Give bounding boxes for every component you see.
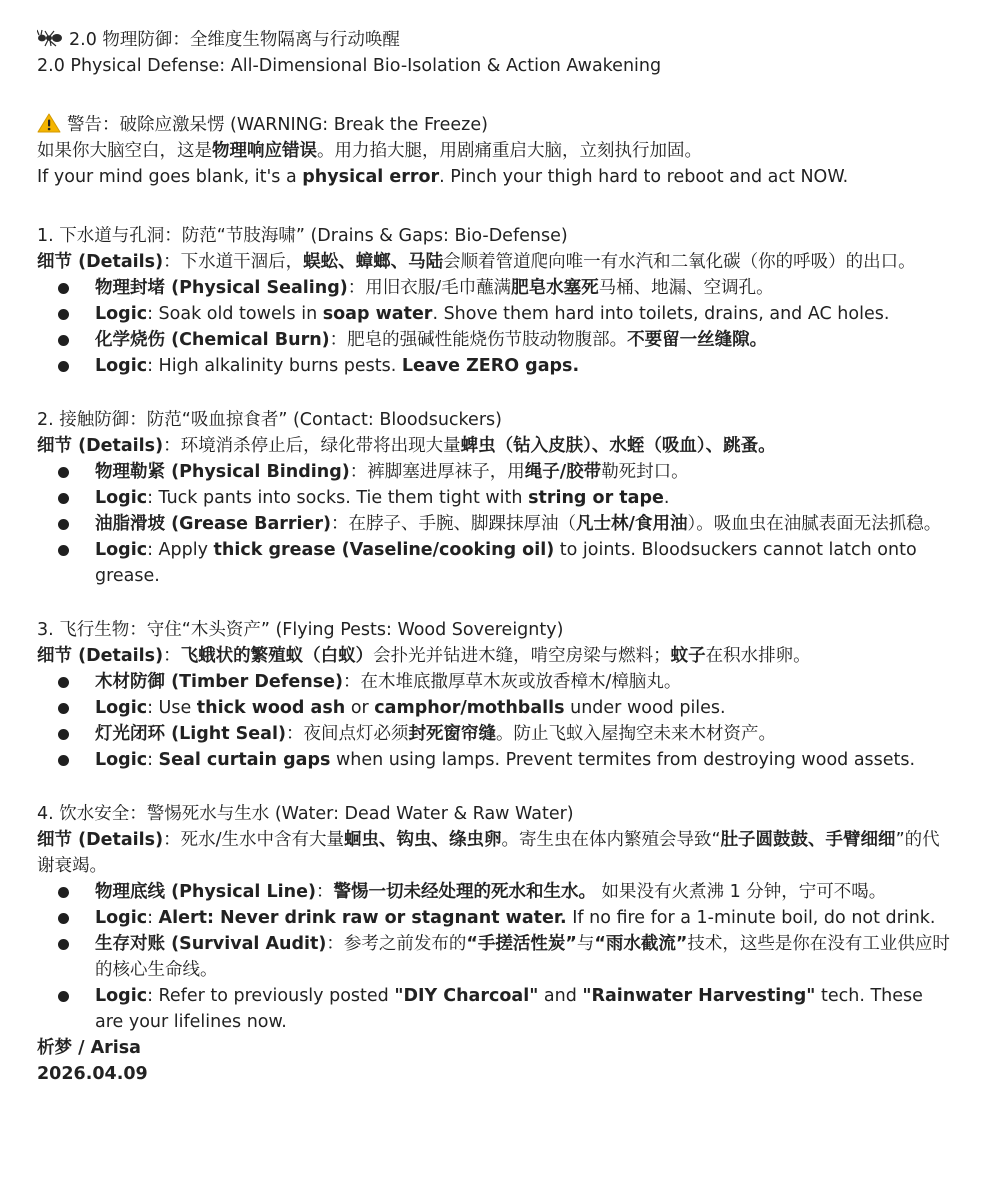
warning-cn: 如果你大脑空白，这是物理响应错误。用力掐大腿，用剧痛重启大脑，立刻执行加固。 [37,141,702,161]
title-cn-text: 2.0 物理防御：全维度生物隔离与行动唤醒 [69,30,400,50]
spacer [37,589,954,617]
list-item: 化学烧伤 (Chemical Burn)：肥皂的强碱性能烧伤节肢动物腹部。不要留一丝缝隙。 [37,327,954,353]
list-item: 物理底线 (Physical Line)：警惕一切未经处理的死水和生水。 如果没有火煮沸 1 分钟，宁可不喝。 [37,879,954,905]
spacer [37,773,954,801]
section-1-heading: 1. 下水道与孔洞：防范“节肢海啸” (Drains & Gaps: Bio-Defense) [37,226,568,246]
section-2-list [37,459,954,589]
ant-icon [37,29,63,47]
list-item: 物理勒紧 (Physical Binding)：裤脚塞进厚袜子，用绳子/胶带勒死封口。 [37,459,954,485]
spacer [37,190,954,223]
list-item: 物理封堵 (Physical Sealing)：用旧衣服/毛巾蘸满肥皂水塞死马桶、地漏、空调孔。 [37,275,954,301]
section-3-heading: 3. 飞行生物：守住“木头资产” (Flying Pests: Wood Sovereignty) [37,620,564,640]
section-4-heading: 4. 饮水安全：警惕死水与生水 (Water: Dead Water & Raw Water) [37,804,574,824]
spacer [37,379,954,407]
list-item: Logic: High alkalinity burns pests. Leave ZERO gaps. [37,353,954,379]
list-item: Logic: Apply thick grease (Vaseline/cooking oil) to joints. Bloodsuckers cannot latch onto grease. [37,537,954,589]
section-2-heading: 2. 接触防御：防范“吸血掠食者” (Contact: Bloodsuckers) [37,410,502,430]
list-item: Logic: Soak old towels in soap water. Shove them hard into toilets, drains, and AC holes. [37,301,954,327]
section-2-details: 细节 (Details)：环境消杀停止后，绿化带将出现大量蜱虫（钻入皮肤）、水蛭（吸血）、跳蚤。 [37,436,776,456]
warning-heading [37,112,954,138]
warning-heading-text: 警告：破除应激呆愣 (WARNING: Break the Freeze) [67,115,488,135]
list-item: Logic: Refer to previously posted "DIY Charcoal" and "Rainwater Harvesting" tech. These are your lifelines now. [37,983,954,1035]
list-item: Logic: Tuck pants into socks. Tie them tight with string or tape. [37,485,954,511]
title-en: 2.0 Physical Defense: All-Dimensional Bio-Isolation & Action Awakening [37,56,662,76]
section-3-details: 细节 (Details)：飞蛾状的繁殖蚁（白蚁）会扑光并钻进木缝，啃空房梁与燃料；蚊子在积水排卵。 [37,646,811,666]
warning-icon [37,113,61,133]
list-item: Logic: Seal curtain gaps when using lamps. Prevent termites from destroying wood assets. [37,747,954,773]
section-4-details: 细节 (Details)：死水/生水中含有大量蛔虫、钩虫、绦虫卵。寄生虫在体内繁殖会导致“肚子圆鼓鼓、手臂细细”的代谢衰竭。 [37,830,940,876]
list-item: 油脂滑坡 (Grease Barrier)：在脖子、手腕、脚踝抹厚油（凡士林/食用油）。吸血虫在油腻表面无法抓稳。 [37,511,954,537]
section-3-list [37,669,954,773]
list-item: 生存对账 (Survival Audit)：参考之前发布的“手搓活性炭”与“雨水截流”技术，这些是你在没有工业供应时的核心生命线。 [37,931,954,983]
spacer [37,79,954,112]
signature-date: 2026.04.09 [37,1064,148,1084]
section-1-details: 细节 (Details)：下水道干涸后，蜈蚣、蟑螂、马陆会顺着管道爬向唯一有水汽和二氧化碳（你的呼吸）的出口。 [37,252,916,272]
list-item: Logic: Use thick wood ash or camphor/mothballs under wood piles. [37,695,954,721]
warning-en: If your mind goes blank, it's a physical error. Pinch your thigh hard to reboot and act NOW. [37,167,849,187]
title-cn [37,27,954,53]
list-item: 木材防御 (Timber Defense)：在木堆底撒厚草木灰或放香樟木/樟脑丸。 [37,669,954,695]
list-item: 灯光闭环 (Light Seal)：夜间点灯必须封死窗帘缝。防止飞蚁入屋掏空未来木材资产。 [37,721,954,747]
list-item: Logic: Alert: Never drink raw or stagnant water. If no fire for a 1-minute boil, do not drink. [37,905,954,931]
section-4-list [37,879,954,1035]
signature-author: 析梦 / Arisa [37,1038,141,1058]
section-1-list [37,275,954,379]
